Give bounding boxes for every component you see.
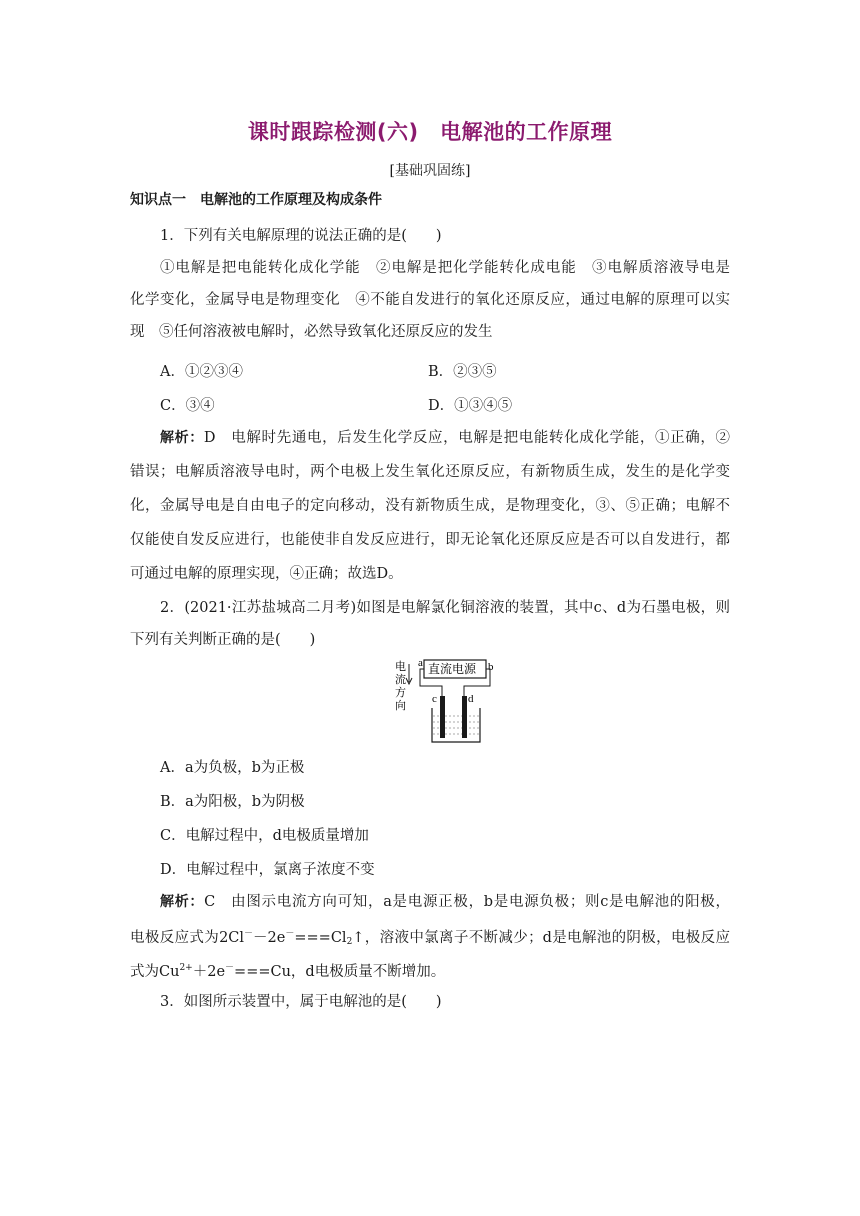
q1-answer-line: 仅能使自发反应进行，也能使非自发反应进行，即无论氧化还原反应是否可以自发进行，都 (130, 532, 730, 548)
section-subtitle: [基础巩固练] (389, 163, 471, 179)
q1-answer-line: 错误；电解质溶液导电时，两个电极上发生氧化还原反应，有新物质生成，发生的是化学变 (130, 464, 730, 480)
terminal-b-label: b (488, 661, 494, 673)
q3-stem: 3．如图所示装置中，属于电解池的是( ) (160, 994, 442, 1010)
terminal-a-label: a (418, 657, 423, 669)
q2-stem: 下列有关判断正确的是( ) (130, 632, 316, 648)
q1-statement-line: 现 ⑤任何溶液被电解时，必然导致氧化还原反应的发生 (130, 324, 493, 340)
electrolysis-cell-diagram (392, 656, 504, 746)
electrode-c (440, 696, 445, 738)
q1-option-d: D．①③④⑤ (428, 398, 513, 414)
q1-option-b: B．②③⑤ (428, 364, 497, 380)
beaker (432, 708, 480, 742)
electrode-d-label: d (468, 693, 474, 705)
q2-option-a: A．a为负极，b为正极 (160, 760, 305, 776)
power-supply-label: 直流电源 (428, 662, 477, 676)
answer-label: 解析： (160, 894, 205, 910)
solution (433, 716, 479, 734)
answer-label: 解析： (160, 430, 204, 446)
svg-text:流: 流 (395, 674, 406, 686)
q2-answer-line: 式为$Cu^{2+}+2e^-===Cu$，d电极质量不断增加。 (130, 963, 446, 980)
q2-stem: 2．(2021·江苏盐城高二月考)如图是电解氯化铜溶液的装置，其中c、d为石墨电极，则 (160, 600, 730, 616)
knowledge-point-heading: 知识点一 电解池的工作原理及构成条件 (130, 192, 382, 208)
current-direction-label: 电 (395, 661, 406, 673)
svg-text:向: 向 (395, 700, 406, 712)
q1-option-c: C．③④ (160, 398, 215, 414)
q1-answer-line: 化，金属导电是自由电子的定向移动，没有新物质生成，是物理变化，③、⑤正确；电解不 (130, 498, 730, 514)
page-title: 课时跟踪检测(六) 电解池的工作原理 (247, 120, 613, 144)
q1-statement-line: ①电解是把电能转化成化学能 ②电解是把化学能转化成电能 ③电解质溶液导电是 (160, 260, 730, 276)
q2-answer-line: 解析：C 由图示电流方向可知，a是电源正极，b是电源负极；则c是电解池的阳极， (160, 894, 731, 910)
q2-option-d: D．电解过程中，氯离子浓度不变 (160, 862, 375, 878)
q1-answer-line: 可通过电解的原理实现，④正确；故选D。 (130, 566, 403, 582)
q1-answer-line: 解析：D 电解时先通电，后发生化学反应，电解是把电能转化成化学能，①正确，② (160, 430, 731, 446)
q1-stem: 1．下列有关电解原理的说法正确的是( ) (160, 228, 442, 244)
q1-statement-line: 化学变化，金属导电是物理变化 ④不能自发进行的氧化还原反应，通过电解的原理可以实 (130, 292, 730, 308)
svg-text:方: 方 (395, 687, 406, 699)
q1-option-a: A．①②③④ (160, 364, 243, 380)
electrode-d (462, 696, 467, 738)
q2-option-b: B．a为阳极，b为阴极 (160, 794, 305, 810)
q2-option-c: C．电解过程中，d电极质量增加 (160, 828, 369, 844)
electrode-c-label: c (432, 693, 437, 705)
q2-answer-line: 电极反应式为$2Cl^--2e^-===Cl_2↑$，溶液中氯离子不断减少；d是电解池的阴极，电极反应 (130, 929, 730, 947)
